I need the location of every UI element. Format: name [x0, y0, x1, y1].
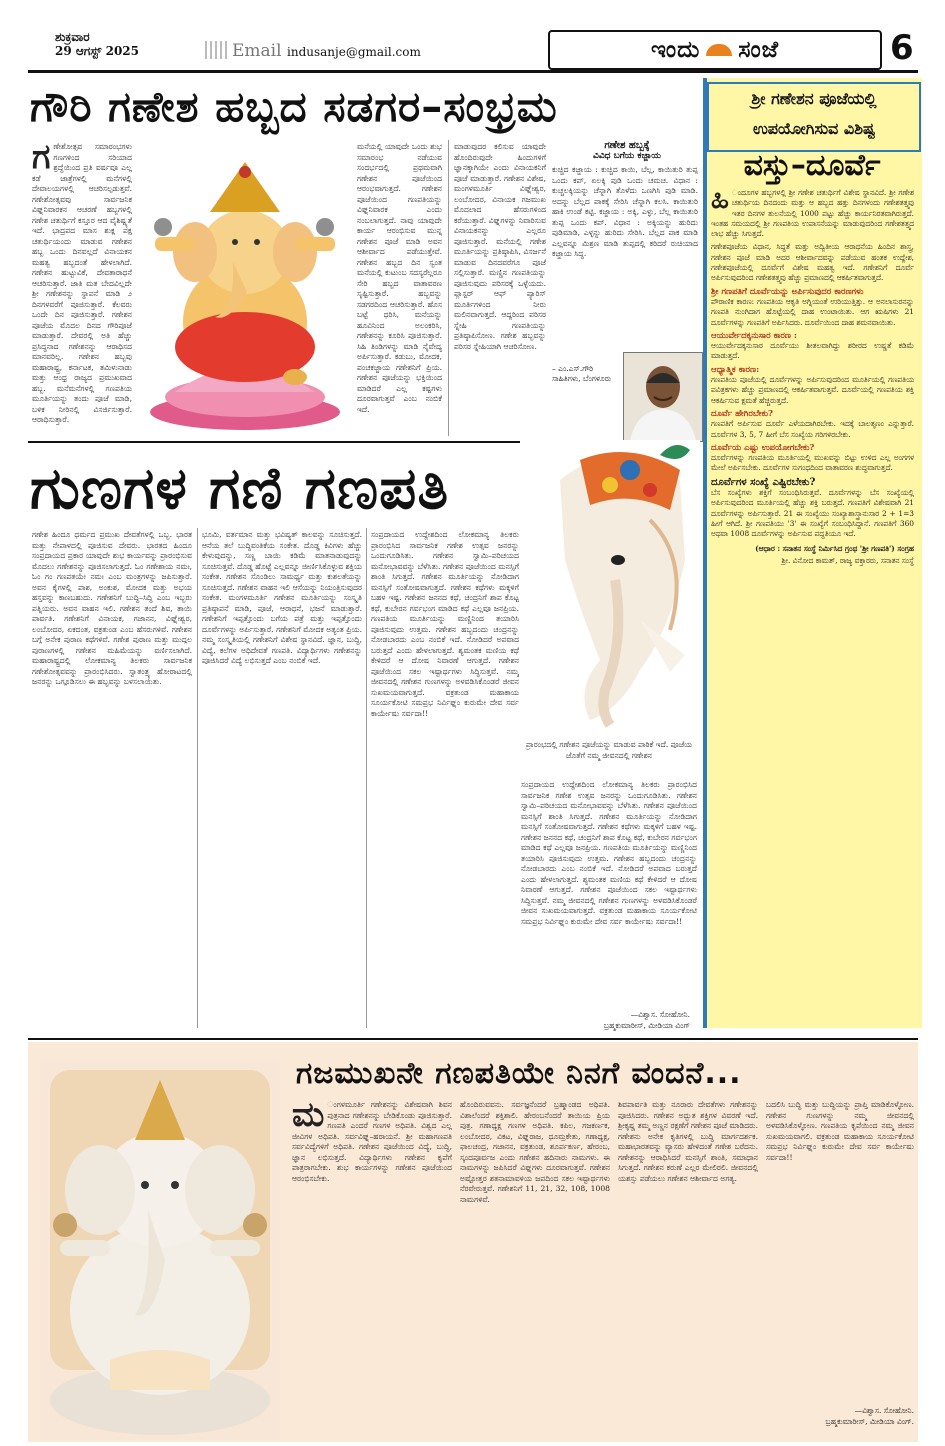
article3-column-1	[292, 1100, 452, 1435]
article3-byline-role: ಬ್ರಹ್ಮಕುಮಾರೀಸ್, ಮೀಡಿಯಾ ವಿಂಗ್.	[825, 1417, 914, 1426]
sidebar-subheading: ಆಧ್ಯಾತ್ಮಿಕ ಕಾರಣ:	[711, 364, 760, 375]
header-date: 29 ಆಗಸ್ಟ್ 2025	[55, 44, 139, 58]
sidebar-paragraph: ಬೆಸ ಸಂಖ್ಯೆಗಳು ಶಕ್ತಿಗೆ ಸಂಬಂಧಿಸಿರುತ್ತವೆ. ದೂರ್ವೆಗಳನ್ನು ಬೆಸ ಸಂಖ್ಯೆಯಲ್ಲಿ ಅರ್ಪಿಸುವುದರಿಂದ ಮೂರ್ತಿಯಲ್ಲಿ ಹೆಚ್ಚು ಶಕ್ತಿ ಬರುತ್ತದೆ. ಗಣಪತಿಗೆ ವಿಶೇಷವಾಗಿ 21 ದೂರ್ವೆಗಳನ್ನು ಅರ್ಪಿಸುತ್ತಾರೆ. 21 ಈ ಸಂಖ್ಯೆಯು ಸಂಖ್ಯಾಶಾಸ್ತ್ರಾನುಸಾರ 2 + 1=3 ಹೀಗೆ ಆಗಿದೆ. ಶ್ರೀ ಗಣಪತಿಯು '3' ಈ ಸಂಖ್ಯೆಗೆ ಸಂಬಂಧಿಸಿದ್ದಾನೆ. ಗಣಪತಿಗೆ 360 ಅಥವಾ 1008 ದೂರ್ವೆಗಳನ್ನು ಅರ್ಪಿಸುವ ಪದ್ಧತಿಯೂ ಇದೆ.	[711, 488, 914, 539]
sidebar-title-line1: ಶ್ರೀ ಗಣೇಶನ ಪೂಜೆಯಲ್ಲಿ	[751, 89, 877, 108]
sidebar-paragraph: ಗಣಪತಿಯ ಪೂಜೆಯಲ್ಲಿ ದೂರ್ವೆಗಳನ್ನು ಅರ್ಪಿಸುವುದರಿಂದ ಮೂರ್ತಿಯಲ್ಲಿ ಗಣಪತಿಯ ಪವಿತ್ರಕಗಳು ಹೆಚ್ಚು ಪ್ರಮಾಣದಲ್ಲಿ ಆಕರ್ಷಿತವಾಗುತ್ತವೆ. ದೂರ್ವೆಯಲ್ಲಿ ಗಣಪತಿಯ ಶಕ್ತಿ ಆಕರ್ಷಿಸುವ ಕ್ಷಮತೆ ಹೆಚ್ಚಿರುತ್ತದೆ.	[711, 375, 914, 405]
ganesha-face-image	[520, 440, 700, 740]
recipe-byline: – ಎಂ.ಎಸ್.ಗೌರಿ	[552, 364, 594, 373]
sidebar-headline: ವಸ್ತು–ದೂರ್ವೆ	[743, 148, 881, 183]
sidebar-body	[711, 188, 914, 1023]
section-rule	[28, 1038, 918, 1040]
sidebar-subheading: ಆಯುರ್ವೇದಕ್ಕನುಸಾರ ಕಾರಣ :	[711, 330, 798, 341]
sidebar-paragraph: ಪೌರಾಣಿಕ ಕಾರಣ: ಗಣಪತಿಯ ಆಕೃತಿ ಅಗ್ನಿಯಂತೆ ಉರಿಯುತ್ತಿತ್ತು. ಆ ಅನಲಾಸುರನನ್ನು ಗಣಪತಿ ನುಂಗಿದಾಗ ಹೊಟ್ಟೆಯಲ್ಲಿ ದಾಹ ಉಂಟಾಯಿತು. ಆಗ ಋಷಿಗಳು 21 ದೂರ್ವೆಗಳನ್ನು ಗಣಪತಿಗೆ ಅರ್ಪಿಸಿದರು. ದೂರ್ವೆಯಿಂದ ದಾಹ ಶಮನವಾಯಿತು.	[711, 296, 914, 327]
article3-column-3: ಶಿವಪಾರ್ವತಿ ಮತ್ತು ನೂರಾರು ದೇವತೆಗಳು ಗಣೇಶನನ್ನು ಪೂಜಿಸಿದರು. ಗಣೇಶನ ಅದ್ಭುತ ಶಕ್ತಿಗಳ ವಿವರಣೆ ಇದೆ. ಶ್ರೀಕೃಷ್ಣ ತಮ್ಮ ಅಣ್ಣನ ರಕ್ಷಣೆಗೆ ಗಣೇಶನ ಪೂಜೆ ಮಾಡಿದರು. ಗಣೇಶನು ಅನೇಕ ಕೃತಿಗಳಲ್ಲಿ ಬುದ್ಧಿ ಮಾರ್ಗದರ್ಶಕ. ಮಹಾಭಾರತವನ್ನು ವ್ಯಾಸರು ಹೇಳಿದಂತೆ ಗಣೇಶ ಬರೆದನು. ಗಣೇಶನನ್ನು ಆರಾಧಿಸಿದರೆ ಮನಸ್ಸಿಗೆ ಶಾಂತಿ, ಸಮಾಧಾನ ಸಿಗುತ್ತದೆ. ಗಣೇಶನ ಕರುಣೆ ಎಲ್ಲರ ಮೇಲಿರಲಿ. ಜೀವನದಲ್ಲಿ ಯಶಸ್ಸು ಪಡೆಯಲು ಗಣೇಶನ ಆಶೀರ್ವಾದ ಅಗತ್ಯ.	[618, 1100, 758, 1183]
sidebar-paragraph: ಆಯುರ್ವೇದಕ್ಕನುಸಾರ ದೂರ್ವೆಯು ಶೀತಲವಾಗಿದ್ದು ಶರೀರದ ಉಷ್ಣತೆ ಕಡಿಮೆ ಮಾಡುತ್ತದೆ.	[711, 341, 914, 361]
sidebar-subheading: ದೂರ್ವೆ ಹೇಗಿರಬೇಕು?	[711, 408, 774, 419]
sidebar-intro: ಂದೂಗಳ ಹಬ್ಬಗಳಲ್ಲಿ ಶ್ರೀ ಗಣೇಶ ಚತುರ್ಥಿಗೆ ವಿಶೇಷ ಸ್ಥಾನವಿದೆ. ಶ್ರೀ ಗಣೇಶ ಚತುರ್ಥಿಯ ದಿನದಂದು ಮತ್ತು ಆ ಹಬ್ಬದ ಹತ್ತು ದಿನಗಳಂದು ಗಣೇಶತತ್ತ್ವವು ಇತರ ದಿನಗಳ ತುಲನೆಯಲ್ಲಿ 1000 ಪಟ್ಟು ಹೆಚ್ಚು ಕಾರ್ಯನಿರತವಾಗಿರುತ್ತದೆ. ಇಂತಹ ಸಮಯದಲ್ಲಿ ಶ್ರೀ ಗಣಪತಿಯ ಉಪಾಸನೆಯನ್ನು ಮಾಡುವುದರಿಂದ ಗಣೇಶತತ್ತ್ವದ ಲಾಭ ಹೆಚ್ಚು ಸಿಗುತ್ತದೆ.	[711, 188, 914, 239]
sidebar-subheading: ಶ್ರೀ ಗಣಪತಿಗೆ ದೂರ್ವೆಯನ್ನು ಅರ್ಪಿಸುವುದರ ಕಾರಣಗಳು	[711, 286, 864, 297]
header-day: ಶುಕ್ರವಾರ	[55, 30, 90, 44]
sun-icon	[706, 44, 732, 56]
masthead-left: ಇಂದು	[650, 37, 701, 63]
article3-headline: ಗಜಮುಖನೇ ಗಣಪತಿಯೇ ನಿನಗೆ ವಂದನೆ...	[296, 1056, 742, 1091]
article2-column-1: ಗಣೇಶ ಹಿಂದೂ ಧರ್ಮದ ಪ್ರಮುಖ ದೇವತೆಗಳಲ್ಲಿ ಒಬ್ಬ. ಭಾರತ ಮತ್ತು ನೇಪಾಳದಲ್ಲಿ ಪೂಜಿಸುವ ದೇವರು. ಭಾರತದ ಹಿಂದೂ ಸಂಪ್ರದಾಯದ ಪ್ರಕಾರ ಯಾವುದೇ ಶುಭ ಕಾರ್ಯವನ್ನು ಪ್ರಾರಂಭಿಸುವ ಮೊದಲು ಗಣೇಶನನ್ನು ಪೂಜಿಸಲಾಗುತ್ತದೆ. ಓಂ ಗಣೇಶಾಯ ನಮಃ, ಓಂ ಗಂ ಗಣಪತಯೇ ನಮಃ ಎಂಬ ಮಂತ್ರಗಳನ್ನು ಜಪಿಸುತ್ತಾರೆ. ಅವನ ಕೈಗಳಲ್ಲಿ ಪಾಶ, ಅಂಕುಶ, ಮೋದಕ ಮತ್ತು ಅಭಯ ಹಸ್ತವನ್ನು ಕಾಣಬಹುದು. ಗಣೇಶನಿಗೆ ಬುದ್ಧಿ–ಸಿದ್ಧಿ ಎಂಬ ಇಬ್ಬರು ಪತ್ನಿಯರು. ಅವನ ವಾಹನ ಇಲಿ. ಗಣೇಶನ ತಂದೆ ಶಿವ, ತಾಯಿ ಪಾರ್ವತಿ. ಗಣೇಶನಿಗೆ ವಿನಾಯಕ, ಗಜಾನನ, ವಿಘ್ನೇಶ್ವರ, ಲಂಬೋದರ, ಏಕದಂತ, ವಕ್ರತುಂಡ ಎಂಬ ಹೆಸರುಗಳಿವೆ. ಗಣೇಶನ ಬಗ್ಗೆ ಅನೇಕ ಪುರಾಣ ಕಥೆಗಳಿವೆ. ಗಣೇಶ ಪುರಾಣ ಮತ್ತು ಮುದ್ಗಲ ಪುರಾಣಗಳಲ್ಲಿ ಗಣೇಶನ ಮಹಿಮೆಯನ್ನು ವರ್ಣಿಸಲಾಗಿದೆ. ಮಹಾರಾಷ್ಟ್ರದಲ್ಲಿ ಲೋಕಮಾನ್ಯ ತಿಲಕರು ಸಾರ್ವಜನಿಕ ಗಣೇಶೋತ್ಸವವನ್ನು ಪ್ರಾರಂಭಿಸಿದರು. ಸ್ವಾತಂತ್ರ್ಯ ಹೋರಾಟದಲ್ಲಿ ಜನರನ್ನು ಒಗ್ಗೂಡಿಸಲು ಈ ಹಬ್ಬವನ್ನು ಬಳಸಲಾಯಿತು.	[32, 530, 192, 686]
article2-headline: ಗುಣಗಳ ಗಣಿ ಗಣಪತಿ	[30, 454, 450, 522]
sidebar-dropcap: ಹಿ	[711, 188, 729, 215]
column-divider	[448, 140, 449, 436]
email-label: Email	[232, 41, 282, 61]
header-rule	[28, 70, 918, 73]
page-number: 6	[890, 28, 914, 68]
column-divider	[366, 528, 367, 1028]
article3-column-2: ಹೊಂದಿರುವವನು. ಸರ್ವಜ್ಞನೆಂದರೆ ಬ್ರಹ್ಮಾಂಡದ ಅಧಿಪತಿ. ವಿಶಾಲೆಂದರೆ ಶಕ್ತಿಶಾಲಿ. ಹೇರಂಬನೆಂದರೆ ತಾಯಿಯ ಪ್ರಿಯ ಪುತ್ರ. ಗಣಾಧ್ಯಕ್ಷ ಗಣಗಳ ಅಧಿಪತಿ. ಕಪಿಲ, ಗಜಕರ್ಣಕ, ಲಂಬೋದರ, ವಿಕಟ, ವಿಘ್ನರಾಜ, ಧೂಮ್ರಕೇತು, ಗಣಾಧ್ಯಕ್ಷ, ಫಾಲಚಂದ್ರ, ಗಜಾನನ, ವಕ್ರತುಂಡ, ಶೂರ್ಪಕರ್ಣ, ಹೇರಂಬ, ಸ್ಕಂದಪೂರ್ವಜ ಎಂದು ಗಣೇಶನ ಹದಿನಾರು ನಾಮಗಳು. ಈ ನಾಮಗಳನ್ನು ಜಪಿಸಿದರೆ ವಿಘ್ನಗಳು ದೂರವಾಗುತ್ತವೆ. ಗಣೇಶನ ಅಷ್ಟೋತ್ತರ ಶತನಾಮಾವಳಿಯ ಜಪದಿಂದ ಸಕಲ ಇಷ್ಟಾರ್ಥಗಳು ನೆರವೇರುತ್ತವೆ. ಗಣೇಶನಿಗೆ 11, 21, 32, 108, 1008 ನಾಮಗಳಿವೆ.	[460, 1100, 610, 1204]
email-address[interactable]: indusanje@gmail.com	[287, 45, 421, 59]
article2-column-3: ಸಂಪ್ರದಾಯದ ಉದ್ದೇಶದಿಂದ ಲೋಕಮಾನ್ಯ ತಿಲಕರು ಪ್ರಾರಂಭಿಸಿದ ಸಾರ್ವಜನಿಕ ಗಣೇಶ ಉತ್ಸವ ಜನರನ್ನು ಒಂದುಗೂಡಿಸಿತು. ಗಣೇಶನ ಸ್ವಾಮಿ–ಪರಿಚಯದ ಮನೋಭಾವವನ್ನು ಬೆಳೆಸಿತು. ಗಣೇಶನ ಪೂಜೆಯಿಂದ ಮನಸ್ಸಿಗೆ ಶಾಂತಿ ಸಿಗುತ್ತದೆ. ಗಣೇಶನ ಮೂರ್ತಿಯನ್ನು ನೋಡಿದಾಗ ಮನಸ್ಸಿಗೆ ಸಂತೋಷವಾಗುತ್ತದೆ. ಗಣೇಶನ ಕಥೆಗಳು ಮಕ್ಕಳಿಗೆ ಬಹಳ ಇಷ್ಟ. ಗಣೇಶನ ಜನನದ ಕಥೆ, ಚಂದ್ರನಿಗೆ ಶಾಪ ಕೊಟ್ಟ ಕಥೆ, ಕುಬೇರನ ಗರ್ವಭಂಗ ಮಾಡಿದ ಕಥೆ ಎಲ್ಲವೂ ಜನಪ್ರಿಯ. ಗಣಪತಿಯ ಮೂರ್ತಿಯನ್ನು ಮಣ್ಣಿನಿಂದ ತಯಾರಿಸಿ ಪೂಜಿಸುವುದು ಉತ್ತಮ. ಗಣೇಶನ ಹಬ್ಬದಂದು ಚಂದ್ರನನ್ನು ನೋಡಬಾರದು ಎಂಬ ನಂಬಿಕೆ ಇದೆ. ನೋಡಿದರೆ ಅಪವಾದ ಬರುತ್ತದೆ ಎಂದು ಹೇಳಲಾಗುತ್ತದೆ. ಶ್ಯಮಂತಕ ಮಣಿಯ ಕಥೆ ಕೇಳಿದರೆ ಆ ದೋಷ ನಿವಾರಣೆ ಆಗುತ್ತದೆ. ಗಣೇಶನ ಪೂಜೆಯಿಂದ ಸಕಲ ಇಷ್ಟಾರ್ಥಗಳು ಸಿದ್ಧಿಸುತ್ತವೆ. ನಮ್ಮ ಜೀವನದಲ್ಲಿ ಗಣೇಶನ ಗುಣಗಳನ್ನು ಅಳವಡಿಸಿಕೊಂಡರೆ ಜೀವನ ಸುಖಮಯವಾಗುತ್ತದೆ. ವಕ್ರತುಂಡ ಮಹಾಕಾಯ ಸೂರ್ಯಕೋಟಿ ಸಮಪ್ರಭ ನಿರ್ವಿಘ್ನಂ ಕುರುಮೇ ದೇವ ಸರ್ವ ಕಾರ್ಯೇಷು ಸರ್ವದಾ!!	[371, 530, 519, 718]
sidebar-paragraph: ಗಣೇಶಪೂಜೆಯ ವಿಧಾನ, ಸಿದ್ಧತೆ ಮತ್ತು ಅದ್ವಿತೀಯ ಆರಾಧನೆಯ ಹಿಂದಿನ ಶಾಸ್ತ್ರ, ಗಣೇಶನ ಪೂಜೆ ಮಾಡಿ ಅದರ ಆಶೀರ್ವಾದವನ್ನು ಪಡೆಯುವ ಹಂತಕ ಉದ್ದೇಶ, ಗಣೇಶಪೂಜೆಯಲ್ಲಿ ದೂರ್ವೆಗೆ ವಿಶೇಷ ಮಹತ್ವ ಇದೆ. ಗಣೇಶನಿಗೆ ದೂರ್ವೆ ಅರ್ಪಿಸುವುದರಿಂದ ಗಣೇಶತತ್ತ್ವವು ಹೆಚ್ಚು ಪ್ರಮಾಣದಲ್ಲಿ ಆಕರ್ಷಿತವಾಗುತ್ತದೆ.	[711, 242, 914, 283]
article1-headline: ಗೌರಿ ಗಣೇಶ ಹಬ್ಬದ ಸಡಗರ–ಸಂಭ್ರಮ	[30, 82, 558, 131]
article1-dropcap: ಗ	[32, 142, 51, 177]
recipe-subtitle: ವಿವಿಧ ಬಗೆಯ ಕಜ್ಜಾಯ	[593, 151, 661, 161]
sidebar-title-line2: ಉಪಯೋಗಿಸುವ ವಿಶಿಷ್ಟ	[752, 119, 876, 138]
sidebar-paragraph: ಗಣಪತಿಗೆ ಅರ್ಪಿಸುವ ದೂರ್ವೆ ಎಳೆಯದಾಗಿರಬೇಕು. ಇದಕ್ಕೆ ಬಾಲತೃಣಂ ಎನ್ನುತ್ತಾರೆ. ದೂರ್ವೆಗಳ 3, 5, 7 ಹೀಗೆ ಬೆಸ ಸಂಖ್ಯೆಯ ಗರಿಗಳಿರಬೇಕು.	[711, 419, 914, 439]
column-divider	[197, 528, 198, 1028]
white-ganesha-image	[40, 1060, 280, 1440]
article1-col1-text: ಣೇಶೋತ್ಸವ ಸಮಾರಂಭಗಳು ಗಣಗಳಿಂದ ಸರಿಯಾದ ಶ್ರದ್ಧೆಯಿಂದ ಪ್ರತಿ ವರ್ಷವೂ ಎಲ್ಲ ಕಡೆ ಜಾತ್ರೆಗಳಲ್ಲಿ ಮನೆಗಳಲ್ಲಿ ದೇವಾಲಯಗಳಲ್ಲಿ ಆಚರಿಸಲ್ಪಡುತ್ತವೆ. ಗಣೇಶೋತ್ಸವವು ಸಾರ್ವಜನಿಕ ವಿಘ್ನನಿವಾರಕನ ಆಚರಣೆ ಹಬ್ಬಗಳಲ್ಲಿ ಗಣೇಶ ಚತುರ್ಥಿಗೆ ಕಸ್ತೂರ ಆದ ವೈಶಿಷ್ಟ್ಯತೆ ಇದೆ. ಭಾದ್ರಪದ ಮಾಸ ಶುಕ್ಲ ಪಕ್ಷ ಚತುರ್ಥಿಯಂದು ಮಾಡುವ ಗಣೇಶನ ಹಬ್ಬ ಒಂದು ದಿನವಲ್ಲದೆ ವಿನಾಯಕನ ಮಹತ್ವ ಹಬ್ಬದಂತೆ ಹೇಳಲಾಗಿದೆ. ಗಣೇಶನ ಹುಟ್ಟುವಿಕೆ, ದೇವತಾರಾಧನೆ ಆಚರಿಸುತ್ತಾರೆ. ಜಾತಿ ಮತ ಬೇದವಿಲ್ಲದೇ ಶ್ರೀ ಗಣೇಶನನ್ನು ಸ್ಥಾಪನೆ ಮಾಡಿ ೨ ದಿನಗಳವರೆಗೆ ಪೂಜಿಸುತ್ತಾರೆ. ಕೆಲವರು ಒಂದೇ ದಿನ ಪೂಜಿಸುತ್ತಾರೆ. ಗಣೇಶನ ಪೂಜೆಯ ಮೊದಲ ದಿನದ ಗೌರಿಪೂಜೆ ಮಾಡುತ್ತಾರೆ. ದೇವರಲ್ಲಿ ಅತಿ ಹೆಚ್ಚು ಪ್ರಸಿದ್ಧನಾದ ಗಣೇಶನನ್ನು ಆರಾಧಿಸದ ಮಾನವರಿಲ್ಲ. ಗಣೇಶನ ಹಬ್ಬವು ಮಹಾರಾಷ್ಟ್ರ, ಕರ್ನಾಟಕ, ತಮಿಳುನಾಡು ಮತ್ತು ಆಂಧ್ರ ರಾಜ್ಯದ ಪ್ರಮುಖವಾದ ಹಬ್ಬ. ಮನೆಮನೆಗಳಲ್ಲಿ ಗಣಪತಿಯ ಮೂರ್ತಿಯನ್ನು ತಂದು ಪೂಜೆ ಮಾಡಿ, ಬಳಿಕ ನೀರಿನಲ್ಲಿ ವಿಸರ್ಜಿಸುತ್ತಾರೆ. ಆರಾಧಿಸುತ್ತಾರೆ.	[32, 142, 132, 424]
article2-byline: —ವಿಶ್ವಾಸ. ಸೋಹೋನಿ.	[630, 1010, 690, 1019]
article2-column-4: ಸಂಪ್ರದಾಯದ ಉದ್ದೇಶದಿಂದ ಲೋಕಮಾನ್ಯ ತಿಲಕರು ಪ್ರಾರಂಭಿಸಿದ ಸಾರ್ವಜನಿಕ ಗಣೇಶ ಉತ್ಸವ ಜನರನ್ನು ಒಂದುಗೂಡಿಸಿತು. ಗಣೇಶನ ಸ್ವಾಮಿ–ಪರಿಚಯದ ಮನೋಭಾವವನ್ನು ಬೆಳೆಸಿತು. ಗಣೇಶನ ಪೂಜೆಯಿಂದ ಮನಸ್ಸಿಗೆ ಶಾಂತಿ ಸಿಗುತ್ತದೆ. ಗಣೇಶನ ಮೂರ್ತಿಯನ್ನು ನೋಡಿದಾಗ ಮನಸ್ಸಿಗೆ ಸಂತೋಷವಾಗುತ್ತದೆ. ಗಣೇಶನ ಕಥೆಗಳು ಮಕ್ಕಳಿಗೆ ಬಹಳ ಇಷ್ಟ. ಗಣೇಶನ ಜನನದ ಕಥೆ, ಚಂದ್ರನಿಗೆ ಶಾಪ ಕೊಟ್ಟ ಕಥೆ, ಕುಬೇರನ ಗರ್ವಭಂಗ ಮಾಡಿದ ಕಥೆ ಎಲ್ಲವೂ ಜನಪ್ರಿಯ. ಗಣಪತಿಯ ಮೂರ್ತಿಯನ್ನು ಮಣ್ಣಿನಿಂದ ತಯಾರಿಸಿ ಪೂಜಿಸುವುದು ಉತ್ತಮ. ಗಣೇಶನ ಹಬ್ಬದಂದು ಚಂದ್ರನನ್ನು ನೋಡಬಾರದು ಎಂಬ ನಂಬಿಕೆ ಇದೆ. ನೋಡಿದರೆ ಅಪವಾದ ಬರುತ್ತದೆ ಎಂದು ಹೇಳಲಾಗುತ್ತದೆ. ಶ್ಯಮಂತಕ ಮಣಿಯ ಕಥೆ ಕೇಳಿದರೆ ಆ ದೋಷ ನಿವಾರಣೆ ಆಗುತ್ತದೆ. ಗಣೇಶನ ಪೂಜೆಯಿಂದ ಸಕಲ ಇಷ್ಟಾರ್ಥಗಳು ಸಿದ್ಧಿಸುತ್ತವೆ. ನಮ್ಮ ಜೀವನದಲ್ಲಿ ಗಣೇಶನ ಗುಣಗಳನ್ನು ಅಳವಡಿಸಿಕೊಂಡರೆ ಜೀವನ ಸುಖಮಯವಾಗುತ್ತದೆ. ವಕ್ರತುಂಡ ಮಹಾಕಾಯ ಸೂರ್ಯಕೋಟಿ ಸಮಪ್ರಭ ನಿರ್ವಿಘ್ನಂ ಕುರುಮೇ ದೇವ ಸರ್ವ ಕಾರ್ಯೇಷು ಸರ್ವದಾ!!	[521, 780, 697, 926]
article2-byline-role: ಬ್ರಹ್ಮಕುಮಾರೀಸ್, ಮೀಡಿಯಾ ವಿಂಗ್	[603, 1021, 690, 1030]
sidebar-subheading: ದೂರ್ವೆಗಳ ಸಂಖ್ಯೆ ಎಷ್ಟಿರಬೇಕು?	[711, 476, 816, 488]
sidebar-title-box	[707, 82, 921, 152]
article3-dropcap: ಮ	[292, 1100, 325, 1135]
header-decoration	[205, 41, 229, 59]
article3-column-4: ಬದಲಿಸಿ ಬುದ್ಧಿ ಮತ್ತು ಬುದ್ಧಿಯನ್ನು ಪ್ರಾಪ್ತಿ ಮಾಡಿಕೊಳ್ಳೋಣ. ಗಣೇಶನ ಗುಣಗಳನ್ನು ನಮ್ಮ ಜೀವನದಲ್ಲಿ ಅಳವಡಿಸಿಕೊಳ್ಳೋಣ. ಗಣಪತಿಯ ಕೃಪೆಯಿಂದ ನಮ್ಮ ಜೀವನ ಸುಖಮಯವಾಗಲಿ. ವಕ್ರತುಂಡ ಮಹಾಕಾಯ ಸೂರ್ಯಕೋಟಿ ಸಮಪ್ರಭ ನಿರ್ವಿಘ್ನಂ ಕುರುಮೇ ದೇವ ಸರ್ವ ಕಾರ್ಯೇಷು ಸರ್ವದಾ!!	[766, 1100, 914, 1162]
ganesha-idol-image	[135, 142, 355, 432]
article1-column-2: ಮನೆಯಲ್ಲಿ ಯಾವುದೇ ಒಂದು ಶುಭ ಸಮಾರಂಭ ನಡೆಯುವ ಸಂದರ್ಭದಲ್ಲಿ ಪ್ರಥಮವಾಗಿ ಗಣೇಶನ ಪೂಜೆಯಿಂದ ಆರಂಭವಾಗುತ್ತದೆ. ಗಣೇಶನ ಪೂಜೆಯಿಂದ ಗಣಪತಿಯನ್ನು ವಿಘ್ನನಿವಾರಕ ಎಂದು ನಂಬಲಾಗುತ್ತದೆ. ನಾವು ಯಾವುದೇ ಕಾರ್ಯ ಆರಂಭಿಸುವ ಮುನ್ನ ಗಣೇಶನ ಪೂಜೆ ಮಾಡಿ ಅವನ ಆಶೀರ್ವಾದ ಪಡೆಯುತ್ತೇವೆ. ಗಣೇಶನ ಹಬ್ಬದ ದಿನ ಸ್ವಂತ ಮನೆಯಲ್ಲಿ ಕುಟುಂಬ ಸದಸ್ಯರೆಲ್ಲರೂ ಸೇರಿ ಹಬ್ಬದ ವಾತಾವರಣ ಸೃಷ್ಟಿಸುತ್ತಾರೆ. ಹಬ್ಬವನ್ನು ಸಡಗರದಿಂದ ಆಚರಿಸುತ್ತಾರೆ. ಹೊಸ ಬಟ್ಟೆ ಧರಿಸಿ, ಮನೆಯನ್ನು ಹೂವಿನಿಂದ ಅಲಂಕರಿಸಿ, ಗಣೇಶನನ್ನು ಕೂರಿಸಿ ಪೂಜಿಸುತ್ತಾರೆ. ಸಿಹಿ ತಿಂಡಿಗಳನ್ನು ಮಾಡಿ ನೈವೇದ್ಯ ಅರ್ಪಿಸುತ್ತಾರೆ. ಕಡುಬು, ಮೋದಕ, ಪಂಚಕಜ್ಜಾಯ ಗಣೇಶನಿಗೆ ಪ್ರಿಯ. ಗಣೇಶನ ಪೂಜೆಯನ್ನು ಭಕ್ತಿಯಿಂದ ಮಾಡಿದರೆ ಎಲ್ಲ ಕಷ್ಟಗಳು ದೂರವಾಗುತ್ತವೆ ಎಂಬ ನಂಬಿಕೆ ಇದೆ.	[357, 142, 442, 414]
masthead-right: ಸಂಜೆ	[738, 37, 780, 63]
article1-column-3: ಮಾಡುವುದರ ಕಲಿಸುವ ಯಾವುದೇ ಹೊಂದಿರುವುದೇ ಹಿಂದುಗಳಿಗೆ ಜ್ಞಾನಕ್ಕಾಗಿಯೇ ಎಂದು ವಿನಾಯಕನಿಗೆ ಪೂಜೆ ಮಾಡುತ್ತಾರೆ. ಗಣೇಶನ ವಿಶೇಷ, ಮಂಗಳಮೂರ್ತಿ ವಿಘ್ನೇಶ್ವರ, ಲಂಬೋದರ, ವಿನಾಯಕ ಗಜಮುಖ ಮೊದಲಾದ ಹೆಸರುಗಳಿಂದ ಕರೆಯುತ್ತಾರೆ. ವಿಘ್ನಗಳನ್ನು ನಿವಾರಿಸುವ ವಿನಾಯಕನನ್ನು ಎಲ್ಲರೂ ಪೂಜಿಸುತ್ತಾರೆ. ಮನೆಯಲ್ಲಿ ಗಣೇಶ ಮೂರ್ತಿಯನ್ನು ಪ್ರತಿಷ್ಠಾಪಿಸಿ, ವಿಸರ್ಜನೆ ಮಾಡುವ ದಿನದವರೆಗೂ ಪೂಜೆ ಸಲ್ಲಿಸುತ್ತಾರೆ. ಮಣ್ಣಿನ ಗಣಪತಿಯನ್ನು ಪೂಜಿಸುವುದು ಪರಿಸರಕ್ಕೆ ಒಳ್ಳೆಯದು. ಪ್ಲಾಸ್ಟರ್ ಆಫ್ ಪ್ಯಾರಿಸ್ ಮೂರ್ತಿಗಳಿಂದ ನೀರು ಮಲಿನವಾಗುತ್ತದೆ. ಆದ್ದರಿಂದ ಪರಿಸರ ಸ್ನೇಹಿ ಗಣಪತಿಯನ್ನು ಪ್ರತಿಷ್ಠಾಪಿಸೋಣ. ಗಣೇಶ ಹಬ್ಬವನ್ನು ಪರಿಸರ ಸ್ನೇಹಿಯಾಗಿ ಆಚರಿಸೋಣ.	[454, 142, 546, 351]
article1-column-1	[32, 142, 132, 442]
sidebar-subheading: ದೂರ್ವೆಯ ಎಷ್ಟು ಉಪಯೋಗಬೇಕು?	[711, 442, 815, 453]
recipe-title: ಗಣೇಶ ಹಬ್ಬಕ್ಕೆ	[604, 140, 650, 151]
masthead-logo	[548, 30, 882, 70]
sidebar-source: (ಆಧಾರ : ಸನಾತನ ಸಂಸ್ಥೆ ನಿರ್ಮಿಸಿದ ಗ್ರಂಥ 'ಶ್ರೀ ಗಣಪತಿ') ಸಂಗ್ರಹ	[755, 543, 914, 553]
author-portrait	[623, 352, 703, 442]
sidebar-byline: ಶ್ರೀ. ವಿನೋದ ಕಾಮತ್, ರಾಜ್ಯ ವಕ್ತಾರರು, ಸನಾತನ ಸಂಸ್ಥೆ	[781, 555, 914, 565]
sidebar-paragraph: ದೂರ್ವೆಗಳನ್ನು ಗಣಪತಿಯ ಮೂರ್ತಿಯಲ್ಲಿ ಮುಖವನ್ನು ಬಿಟ್ಟು ಉಳಿದ ಎಲ್ಲ ಅಂಗಗಳ ಮೇಲೆ ಅರ್ಪಿಸಬೇಕು. ದೂರ್ವೆಗಳ ಸುಗಂಧದಿಂದ ವಾತಾವರಣ ಶುದ್ಧವಾಗುತ್ತದೆ.	[711, 453, 914, 473]
article2-column-2: ಭೂಮಿ, ವರ್ತಮಾನ ಮತ್ತು ಭವಿಷ್ಯತ್ ಕಾಲವನ್ನು ಸೂಚಿಸುತ್ತದೆ. ಆನೆಯ ತಲೆ ಬುದ್ಧಿವಂತಿಕೆಯ ಸಂಕೇತ. ದೊಡ್ಡ ಕಿವಿಗಳು ಹೆಚ್ಚು ಕೇಳುವುದನ್ನು, ಸಣ್ಣ ಬಾಯಿ ಕಡಿಮೆ ಮಾತನಾಡುವುದನ್ನು ಸೂಚಿಸುತ್ತವೆ. ದೊಡ್ಡ ಹೊಟ್ಟೆ ಎಲ್ಲವನ್ನೂ ಜೀರ್ಣಿಸಿಕೊಳ್ಳುವ ಶಕ್ತಿಯ ಸಂಕೇತ. ಗಣೇಶನ ಸೊಂಡಿಲು ಸಾಮರ್ಥ್ಯ ಮತ್ತು ಕುಶಲತೆಯನ್ನು ಸೂಚಿಸುತ್ತದೆ. ಗಣೇಶನ ವಾಹನ ಇಲಿ ಆಸೆಯನ್ನು ನಿಯಂತ್ರಿಸುವುದರ ಸಂಕೇತ. ಮಂಗಳಮೂರ್ತಿ ಗಣೇಶನ ಮೂರ್ತಿಯನ್ನು ಸಂಸ್ಕೃತಿ ಪ್ರತಿಷ್ಠಾಪನೆ ಮಾಡಿ, ಪೂಜೆ, ಆರಾಧನೆ, ಭಜನೆ ಮಾಡುತ್ತಾರೆ. ಗಣೇಶನಿಗೆ ಇಪ್ಪತ್ತೊಂದು ಬಗೆಯ ಪತ್ರೆ ಮತ್ತು ಇಪ್ಪತ್ತೊಂದು ದೂರ್ವೆಗಳನ್ನು ಅರ್ಪಿಸುತ್ತಾರೆ. ಗಣೇಶನಿಗೆ ಮೋದಕ ಅತ್ಯಂತ ಪ್ರಿಯ. ನಮ್ಮ ಸಂಸ್ಕೃತಿಯಲ್ಲಿ ಗಣೇಶನಿಗೆ ವಿಶೇಷ ಸ್ಥಾನವಿದೆ. ಜ್ಞಾನ, ಬುದ್ಧಿ, ವಿದ್ಯೆ, ಕಲೆಗಳ ಅಧಿದೇವತೆ ಗಣಪತಿ. ವಿದ್ಯಾರ್ಥಿಗಳು ಗಣೇಶನನ್ನು ಪೂಜಿಸಿದರೆ ವಿದ್ಯೆ ಲಭಿಸುತ್ತದೆ ಎಂಬ ನಂಬಿಕೆ ಇದೆ.	[202, 530, 362, 665]
article2-caption: ಪ್ರಾರಂಭದಲ್ಲಿ ಗಣೇಶನ ಪೂಜೆಯನ್ನು ಮಾಡುವ ಪಾಠಿಕೆ ಇದೆ. ಪೂಜೆಯ ಜೊತೆಗೆ ನಮ್ಮ ಜೀವನದಲ್ಲಿ ಗಣೇಶನ	[525, 740, 693, 760]
recipe-body: ಕುಚ್ಚಿದ ಕಜ್ಜಾಯ : ಕುಚ್ಚಿದ ಕಾಯಿ, ಬೆಲ್ಲ, ಕಾಯಿತುರಿ ತುಪ್ಪ ಒಂದು ಕಪ್, ಏಲಕ್ಕಿ ಪುಡಿ ಒಂದು ಚಮಚ. ವಿಧಾನ : ಕುಚ್ಚಲಕ್ಕಿಯನ್ನು ಚೆನ್ನಾಗಿ ತೊಳೆದು ಒಣಗಿಸಿ ಪುಡಿ ಮಾಡಿ. ಅದನ್ನು ಬೆಲ್ಲದ ಪಾಕಕ್ಕೆ ಸೇರಿಸಿ ಚೆನ್ನಾಗಿ ಕಲಸಿ. ಕಾಯಿತುರಿ ಹಾಕಿ ಉಂಡೆ ಕಟ್ಟಿ. ಕಜ್ಜಾಯ : ಅಕ್ಕಿ, ಎಳ್ಳು, ಬೆಲ್ಲ ಕಾಯಿತುರಿ ತುಪ್ಪ ಒಂದು ಕಪ್. ವಿಧಾನ : ಅಕ್ಕಿಯನ್ನು ಹುರಿದು ಪುಡಿಮಾಡಿ, ಎಳ್ಳನ್ನು ಹುರಿದು ಸೇರಿಸಿ. ಬೆಲ್ಲದ ಪಾಕ ಮಾಡಿ ಎಲ್ಲವನ್ನೂ ಮಿಶ್ರಣ ಮಾಡಿ ತುಪ್ಪದಲ್ಲಿ ಕರಿದರೆ ರುಚಿಯಾದ ಕಜ್ಜಾಯ ಸಿದ್ಧ.	[552, 165, 698, 258]
article3-col1-text: ಂಗಳಮೂರ್ತಿ ಗಣೇಶನನ್ನು ವಿಶೇಷವಾಗಿ ಶಿವನ ಪುತ್ರನಾದ ಗಣೇಶನನ್ನು ಬೇಡಿಕೊಂಡು ಪೂಜಿಸುತ್ತಾರೆ. ಗಣಪತಿ ಎಂದರೆ ಗಣಗಳ ಅಧಿಪತಿ. ವಿಶ್ವದ ಎಲ್ಲ ಜೀವಿಗಳ ಅಧಿಪತಿ. ಸರ್ವವಿಘ್ನ–ಹರಾಯನೆ. ಶ್ರೀ ಮಹಾಗಣಪತಿ ಸರ್ವವಿದ್ಯೆಗಳಿಗೆ ಅಧಿಪತಿ. ಗಣೇಶನ ಪೂಜೆಯಿಂದ ವಿದ್ಯೆ, ಬುದ್ಧಿ, ಜ್ಞಾನ ಲಭಿಸುತ್ತದೆ. ವಿದ್ಯಾರ್ಥಿಗಳು ಗಣೇಶನ ಕೃಪೆಗೆ ಪಾತ್ರರಾಗಬೇಕು. ಶುಭ ಕಾರ್ಯಗಳನ್ನು ಗಣೇಶನ ಪೂಜೆಯಿಂದ ಆರಂಭಿಸಬೇಕು.	[292, 1100, 452, 1183]
recipe-byline-role: ಸಾಹಿತಿಗಳು, ಬೆಂಗಳೂರು	[552, 374, 612, 383]
article3-byline: —ವಿಶ್ವಾಸ. ಸೋಹೋನಿ.	[854, 1406, 914, 1415]
